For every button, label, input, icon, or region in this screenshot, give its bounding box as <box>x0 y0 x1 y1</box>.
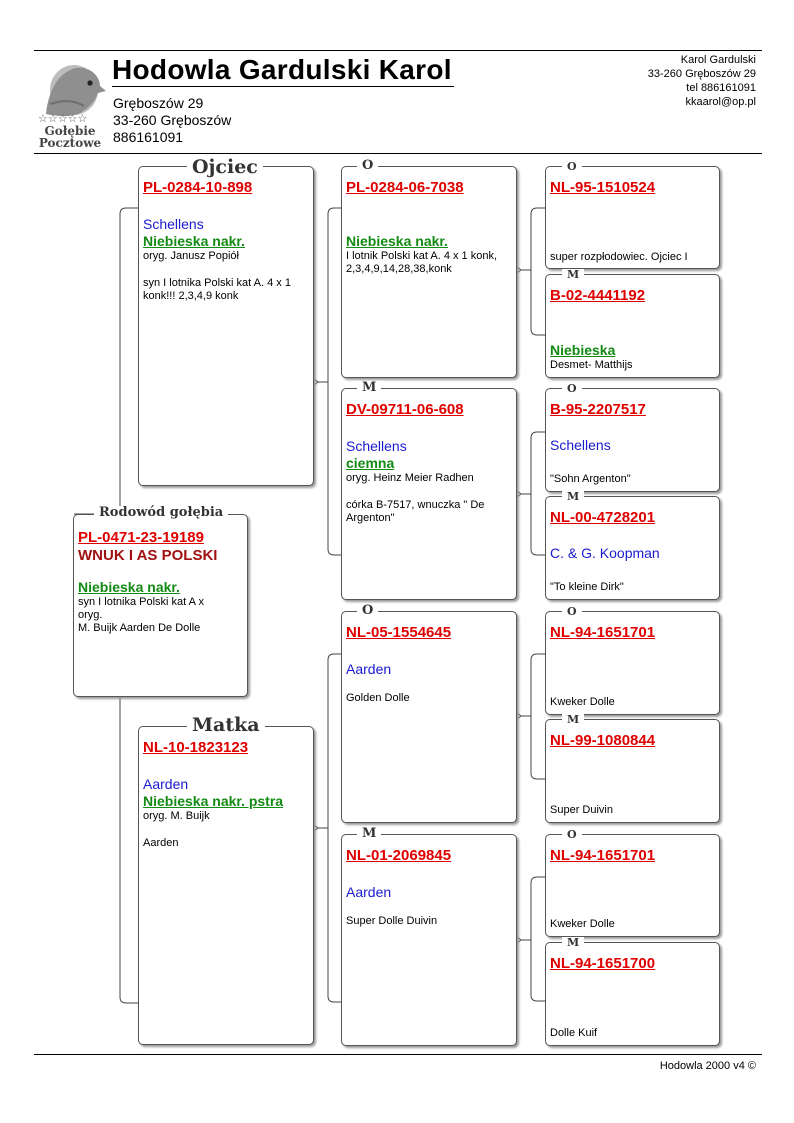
ff-ring-number: PL-0284-06-7038 <box>346 179 464 196</box>
subject-label: Rodowód gołębia <box>94 506 228 519</box>
ffm-notes: Desmet- Matthijs <box>550 359 633 371</box>
ff-sex-label: O <box>357 159 378 172</box>
contact-name: Karol Gardulski <box>680 54 756 66</box>
mother-notes: oryg. M. Buijk <box>143 810 210 822</box>
ffm-color: Niebieska <box>550 342 616 358</box>
subject-notes: syn I lotnika Polski kat A x oryg. M. Buijk Aarden De Dolle <box>78 596 204 634</box>
mm-breeder: Aarden <box>346 884 392 900</box>
mff-notes: Kweker Dolle <box>550 696 615 708</box>
logo-text-line1: Gołębie <box>44 124 96 138</box>
mmf-sex-label: O <box>562 829 582 840</box>
mm-notes: Super Dolle Duivin <box>346 915 438 927</box>
svg-text:☆☆☆☆☆: ☆☆☆☆☆ <box>38 112 88 125</box>
great-grandparent-fff-card <box>545 166 720 269</box>
fff-sex-label: O <box>562 161 582 172</box>
mother-card <box>138 726 314 1045</box>
mf-breeder: Aarden <box>346 661 392 677</box>
fmf-notes: "Sohn Argenton" <box>550 473 631 485</box>
father-label: Ojciec <box>187 158 263 177</box>
father-notes: oryg. Janusz Popiół <box>143 250 239 262</box>
ff-notes: I lotnik Polski kat A. 4 x 1 konk, 2,3,4,9,14,28,38,konk <box>346 250 498 275</box>
contact-address: 33-260 Gręboszów 29 <box>647 68 756 80</box>
maternal-grandfather-card <box>341 611 517 823</box>
fmf-sex-label: O <box>562 383 582 394</box>
father-ring-number: PL-0284-10-898 <box>143 179 253 196</box>
fmm-ring-number: NL-00-4728201 <box>550 509 656 526</box>
contact-email: kkaarol@op.pl <box>685 96 756 108</box>
mother-ring-number: NL-10-1823123 <box>143 739 249 756</box>
subject-name: WNUK I AS POLSKI <box>78 547 218 564</box>
contact-phone: tel 886161091 <box>686 82 756 94</box>
great-grandparent-mff-card <box>545 611 720 715</box>
great-grandparent-mfm-card <box>545 719 720 823</box>
address-street: Gręboszów 29 <box>113 95 204 111</box>
mff-sex-label: O <box>562 606 582 617</box>
logo-text-line2: Pocztowe <box>38 136 102 148</box>
father-breeder: Schellens <box>143 216 204 232</box>
mm-sex-label: M <box>357 827 381 840</box>
paternal-grandmother-card <box>341 388 517 600</box>
mmf-notes: Kweker Dolle <box>550 918 615 930</box>
great-grandparent-mmm-card <box>545 942 720 1046</box>
fm-notes-extra: córka B-7517, wnuczka " De Argenton" <box>346 499 485 524</box>
fff-ring-number: NL-95-1510524 <box>550 179 656 196</box>
fmm-notes: "To kleine Dirk" <box>550 581 624 593</box>
footer-credit: Hodowla 2000 v4 © <box>659 1060 756 1072</box>
fmm-sex-label: M <box>562 491 584 502</box>
mmm-notes: Dolle Kuif <box>550 1027 598 1039</box>
mmm-sex-label: M <box>562 937 584 948</box>
fm-ring-number: DV-09711-06-608 <box>346 401 464 418</box>
fm-sex-label: M <box>357 381 381 394</box>
father-card <box>138 166 314 486</box>
ff-color: Niebieska nakr. <box>346 233 448 249</box>
mother-color: Niebieska nakr. pstra <box>143 793 284 809</box>
fm-notes: oryg. Heinz Meier Radhen <box>346 472 474 484</box>
mfm-notes: Super Duivin <box>550 804 613 816</box>
great-grandparent-mmf-card <box>545 834 720 937</box>
great-grandparent-fmm-card <box>545 496 720 600</box>
page-title: Hodowla Gardulski Karol <box>112 54 452 85</box>
mff-ring-number: NL-94-1651701 <box>550 624 656 641</box>
father-color: Niebieska nakr. <box>143 233 245 249</box>
mfm-ring-number: NL-99-1080844 <box>550 732 656 749</box>
fm-breeder: Schellens <box>346 438 407 454</box>
subject-ring-number: PL-0471-23-19189 <box>78 529 204 546</box>
footer-divider <box>34 1054 762 1055</box>
address-city: 33-260 Gręboszów <box>113 112 232 128</box>
ffm-sex-label: M <box>562 269 584 280</box>
ffm-ring-number: B-02-4441192 <box>550 287 646 304</box>
maternal-grandmother-card <box>341 834 517 1046</box>
fmm-breeder: C. & G. Koopman <box>550 545 660 561</box>
subject-pigeon-card <box>73 514 248 697</box>
fmf-ring-number: B-95-2207517 <box>550 401 646 418</box>
fff-notes: super rozpłodowiec. Ojciec I <box>550 251 688 263</box>
father-notes-extra: syn I lotnika Polski kat A. 4 x 1 konk!!! 2,3,4,9 konk <box>143 277 291 302</box>
paternal-grandfather-card <box>341 166 517 378</box>
address-phone: 886161091 <box>113 129 184 145</box>
great-grandparent-ffm-card <box>545 274 720 378</box>
mother-label: Matka <box>187 716 265 735</box>
mm-ring-number: NL-01-2069845 <box>346 847 452 864</box>
subject-color: Niebieska nakr. <box>78 579 180 595</box>
great-grandparent-fmf-card <box>545 388 720 492</box>
mfm-sex-label: M <box>562 714 584 725</box>
mmf-ring-number: NL-94-1651701 <box>550 847 656 864</box>
mother-breeder: Aarden <box>143 776 189 792</box>
fmf-breeder: Schellens <box>550 437 611 453</box>
fm-color: ciemna <box>346 455 395 471</box>
mf-ring-number: NL-05-1554645 <box>346 624 452 641</box>
mf-sex-label: O <box>357 604 378 617</box>
mf-notes: Golden Dolle <box>346 692 410 704</box>
mmm-ring-number: NL-94-1651700 <box>550 955 656 972</box>
mother-notes-extra: Aarden <box>143 837 179 849</box>
